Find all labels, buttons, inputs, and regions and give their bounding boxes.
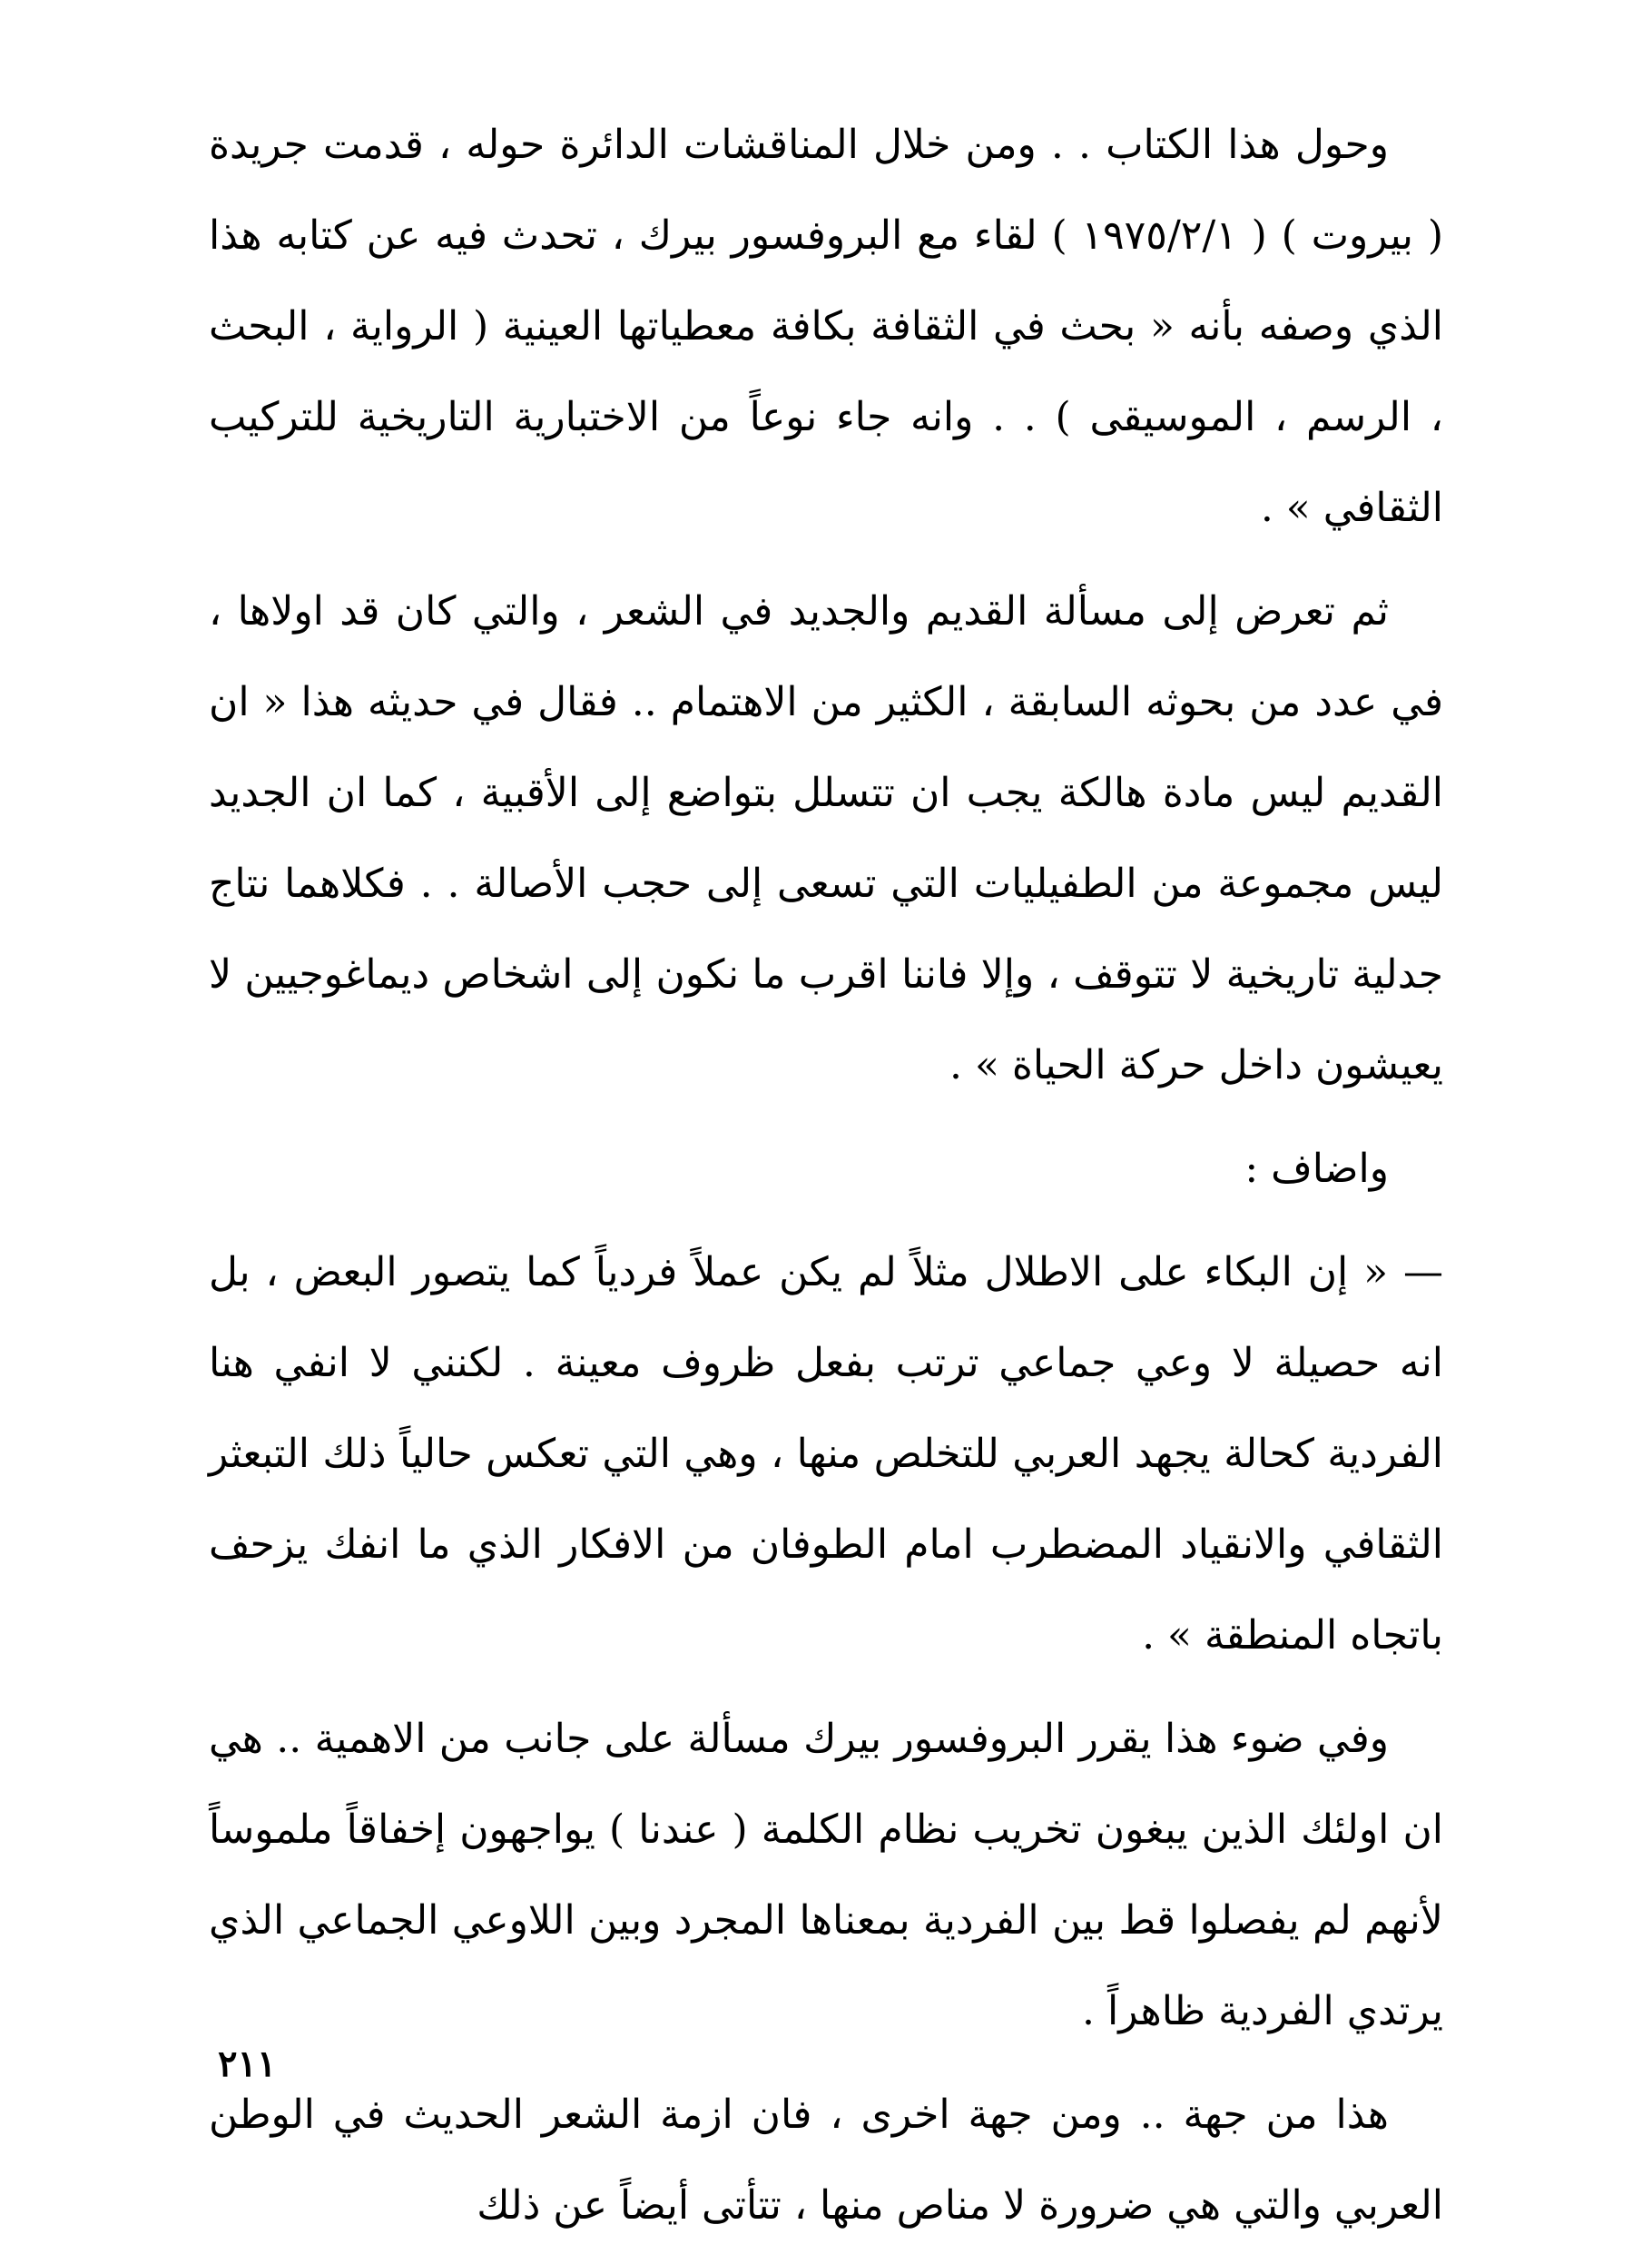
body-text	[209, 100, 1443, 2264]
paragraph-berque-conclusion: وفي ضوء هذا يقرر البروفسور بيرك مسألة على جانب من الاهمية .. هي ان اولئك الذين يبغون تخريب نظام الكلمة ( عندنا ) يواجهون إخفاقاً ملموساً لأنهم لم يفصلوا قط بين الفردية بمعناها المجرد وبين اللاوعي الجماعي الذي يرتدي الفردية ظاهراً .	[209, 1716, 1443, 2034]
paragraph-old-and-new: ثم تعرض إلى مسألة القديم والجديد في الشعر ، والتي كان قد اولاها ، في عدد من بحوثه السابقة ، الكثير من الاهتمام .. فقال في حديثه هذا « ان القديم ليس مادة هالكة يجب ان تتسلل بتواضع إلى الأقبية ، كما ان الجديد ليس مجموعة من الطفيليات التي تسعى إلى حجب الأصالة . . فكلاهما نتاج جدلية تاريخية لا تتوقف ، وإلا فاننا اقرب ما نكون إلى اشخاص ديماغوجيين لا يعيشون داخل حركة الحياة » .	[209, 588, 1443, 1088]
paragraph-poetry-crisis: هذا من جهة .. ومن جهة اخرى ، فان ازمة الشعر الحديث في الوطن العربي والتي هي ضرورة لا مناص منها ، تتأتى أيضاً عن ذلك	[209, 2092, 1443, 2229]
paragraph-interview-intro: وحول هذا الكتاب . . ومن خلال المناقشات الدائرة حوله ، قدمت جريدة ( بيروت ) ( ١٩٧٥/٢/١ ) لقاء مع البروفسور بيرك ، تحدث فيه عن كتابه هذا الذي وصفه بأنه « بحث في الثقافة بكافة معطياتها العينية ( الرواية ، البحث ، الرسم ، الموسيقى ) . . وانه جاء نوعاً من الاختبارية التاريخية للتركيب الثقافي » .	[209, 122, 1443, 531]
paragraph-quote-ruins: — « إن البكاء على الاطلال مثلاً لم يكن عملاً فردياً كما يتصور البعض ، بل انه حصيلة لا وعي جماعي ترتب بفعل ظروف معينة . لكنني لا انفي هنا الفردية كحالة يجهد العربي للتخلص منها ، وهي التي تعكس حالياً ذلك التبعثر الثقافي والانقياد المضطرب امام الطوفان من الافكار الذي ما انفك يزحف باتجاه المنطقة » .	[209, 1249, 1443, 1659]
page-number: ٢١١	[218, 2043, 277, 2085]
paragraph-added-label: واضاف :	[1244, 1146, 1389, 1192]
